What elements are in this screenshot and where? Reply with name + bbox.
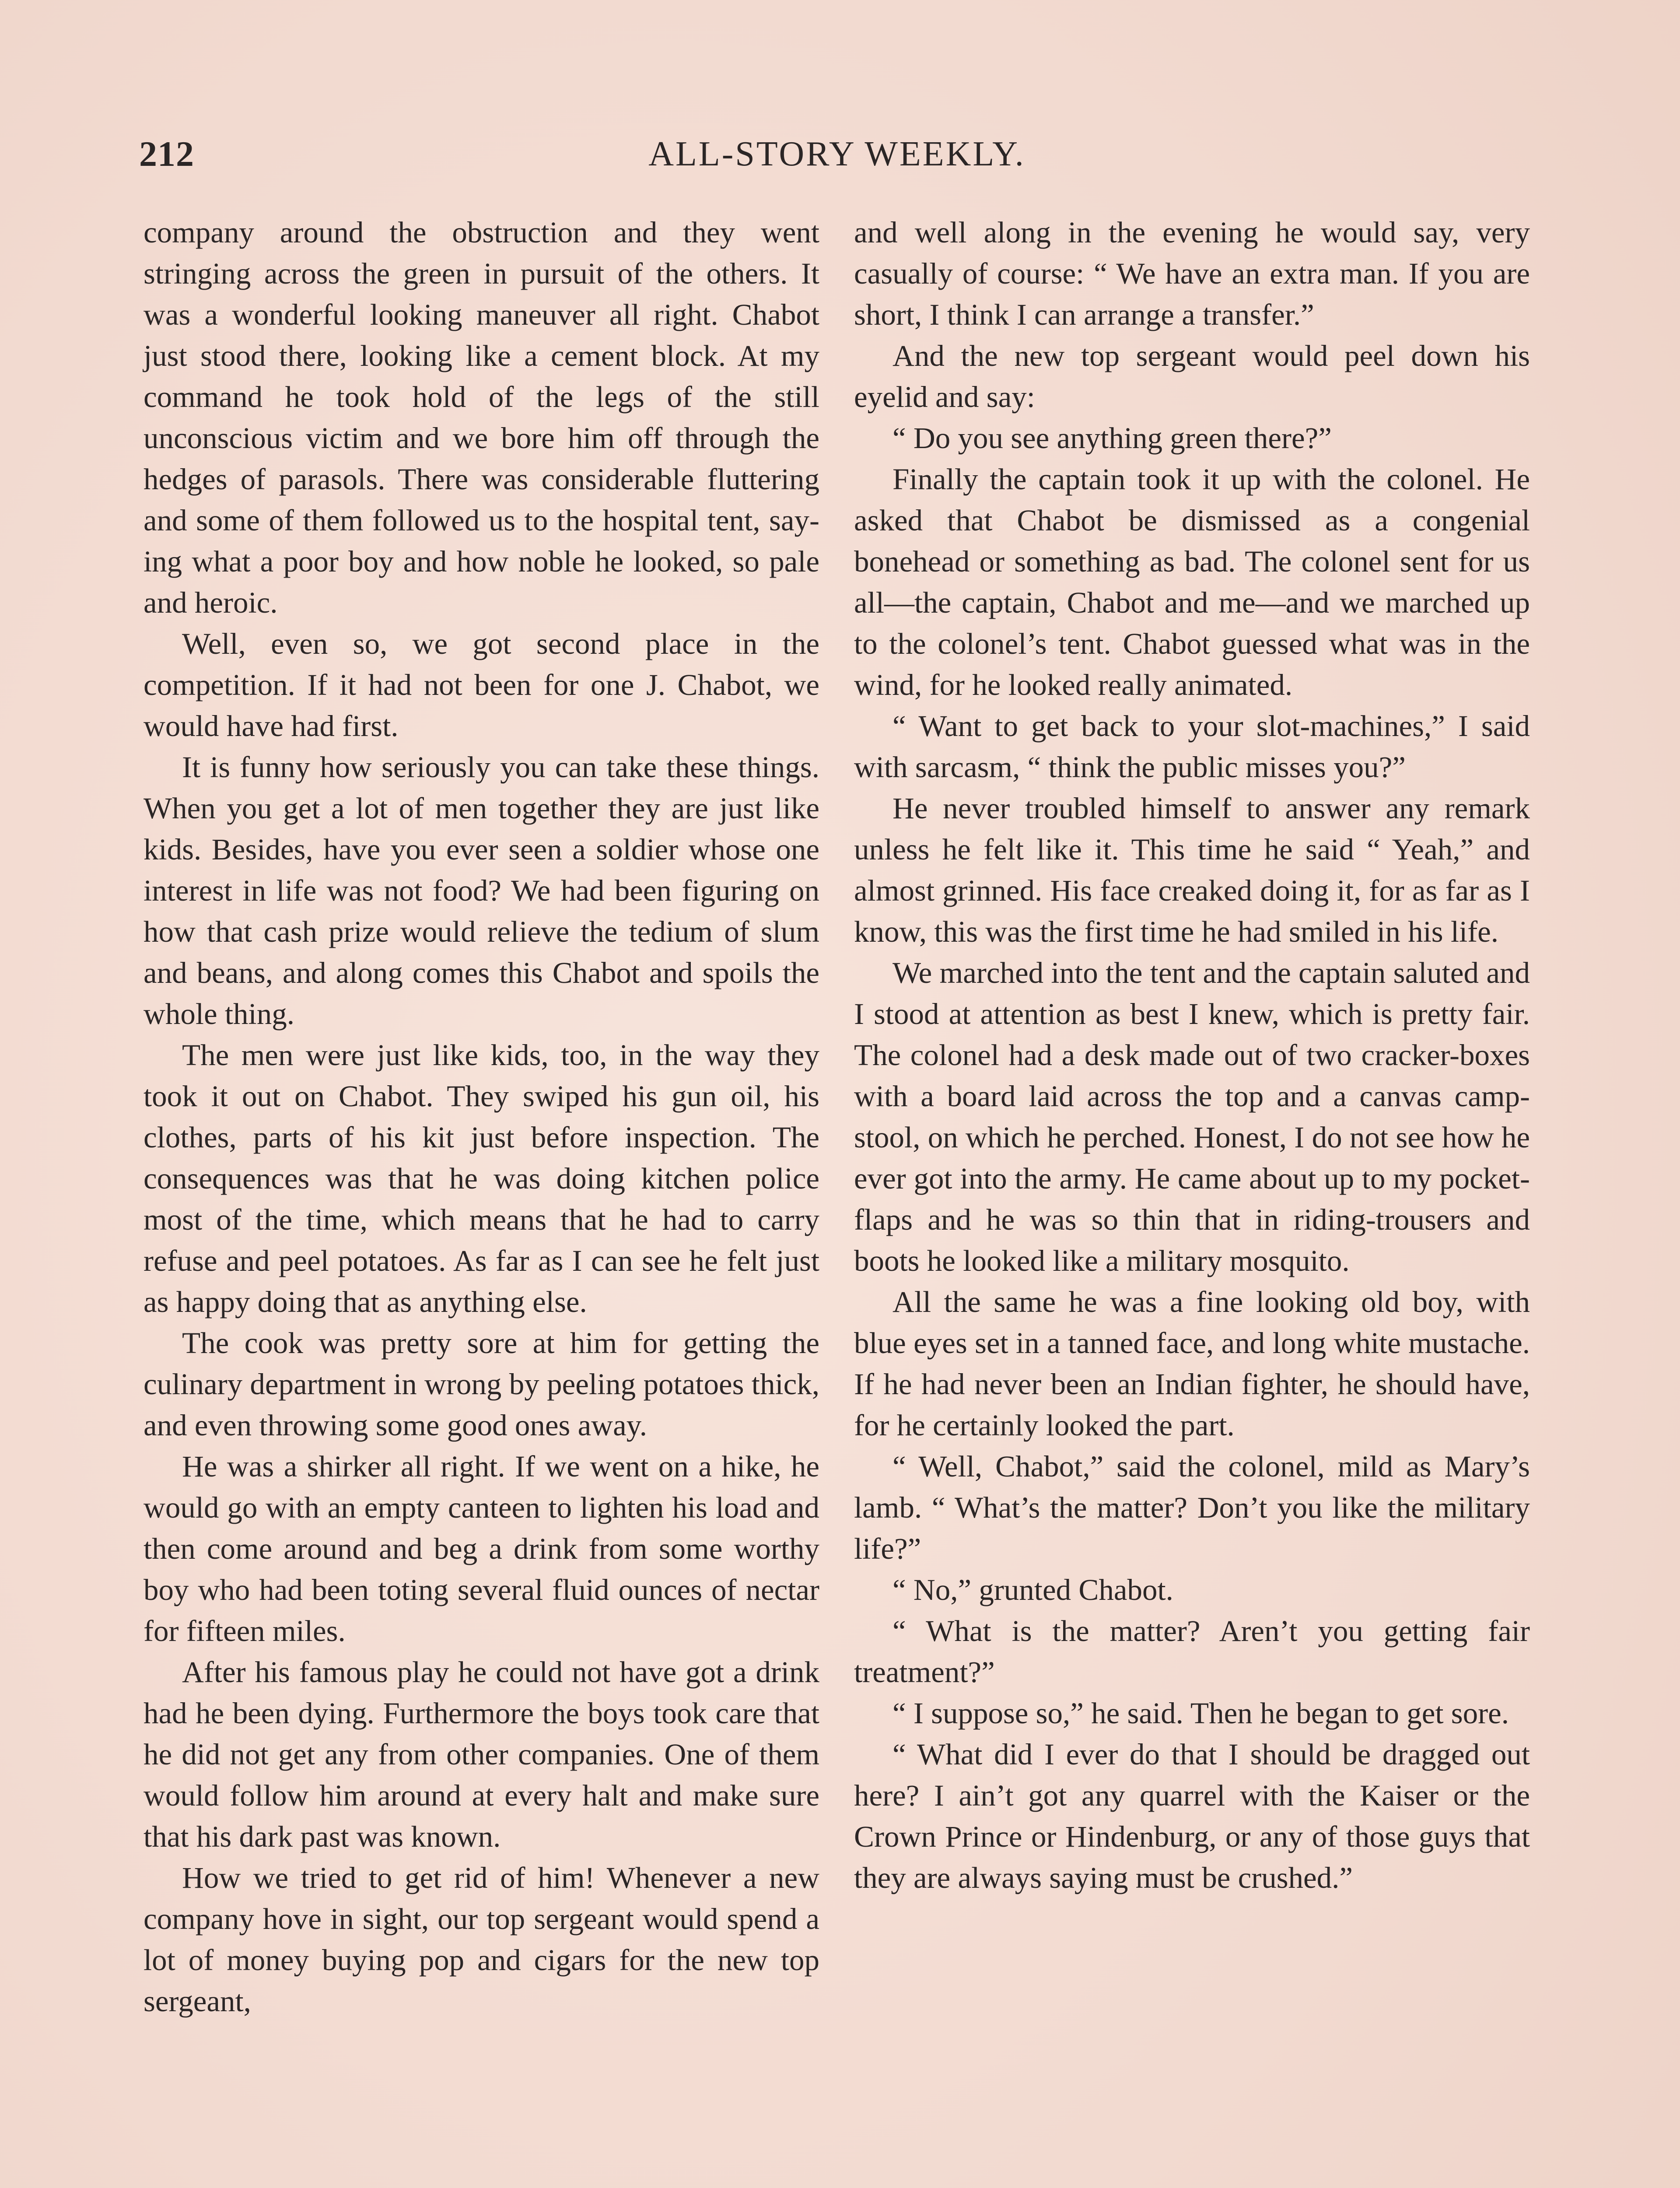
paragraph: “ Do you see anything green there?” (892, 421, 1332, 455)
running-head: ALL-STORY WEEKLY. (648, 135, 1026, 173)
paragraph: company around the obstruction and they went stringing across the green in pursuit of the others. It was a wonderful looking maneuver all right. Chabot just stood there, looking like a cement block. At my command he took hold of the legs of the still unconscious victim and we bore him off through the hedges of parasols. There was considerable fluttering and some of them followed us to the hospital tent, saying what a poor boy and how noble he looked, so pale and heroic. (144, 216, 819, 619)
page-number: 212 (139, 134, 194, 174)
paragraph: The cook was pretty sore at him for getting the culinary department in wrong by peeling potatoes thick, and even throwing some good ones away. (144, 1326, 819, 1442)
paragraph: The men were just like kids, too, in the way they took it out on Chabot. They swiped his gun oil, his clothes, parts of his kit just before inspection. The consequences was that he was doing kitchen police most of the time, which means that he had to carry refuse and peel potatoes. As far as I can see he felt just as happy doing that as anything else. (144, 1038, 819, 1318)
paragraph: It is funny how seriously you can take these things. When you get a lot of men together they are just like kids. Besides, have you ever seen a soldier whose one interest in life was not food? We had been figuring on how that cash prize would relieve the tedium of slum and beans, and along comes this Chabot and spoils the whole thing. (144, 750, 819, 1031)
paragraph: “ What is the matter? Aren’t you getting fair treatment?” (854, 1614, 1530, 1689)
paragraph: He never troubled himself to answer any remark unless he felt like it. This time he said “ Yeah,” and almost grinned. His face creaked doing it, for as far as I know, this was the first time he had smiled in his life. (854, 792, 1530, 948)
paragraph: “ What did I ever do that I should be dragged out here? I ain’t got any quarrel with the Kaiser or the Crown Prince or Hindenburg, or any of those guys that they are always saying must be crushed.” (854, 1738, 1530, 1894)
paragraph: All the same he was a fine looking old boy, with blue eyes set in a tanned face, and long white mustache. If he had never been an Indian fighter, he should have, for he certainly looked the part. (854, 1285, 1530, 1442)
right-column (854, 212, 1530, 1898)
paragraph: “ Well, Chabot,” said the colonel, mild as Mary’s lamb. “ What’s the matter? Don’t you like the military life?” (854, 1450, 1530, 1565)
paragraph: “ No,” grunted Chabot. (892, 1573, 1173, 1606)
paragraph: “ I suppose so,” he said. Then he began to get sore. (892, 1697, 1509, 1730)
left-column (144, 212, 819, 2022)
paragraph: We marched into the tent and the captain saluted and I stood at attention as best I knew, which is pretty fair. The colonel had a desk made out of two cracker-boxes with a board laid across the top and a canvas camp-stool, on which he perched. Honest, I do not see how he ever got into the army. He came about up to my pocket-flaps and he was so thin that in riding-trousers and boots he looked like a military mosquito. (854, 956, 1530, 1277)
paragraph: “ Want to get back to your slot-machines,” I said with sarcasm, “ think the public misses you?” (854, 709, 1530, 784)
paragraph: After his famous play he could not have got a drink had he been dying. Furthermore the boys took care that he did not get any from other companies. One of them would follow him around at every halt and make sure that his dark past was known. (144, 1655, 819, 1853)
paragraph: He was a shirker all right. If we went on a hike, he would go with an empty canteen to lighten his load and then come around and beg a drink from some worthy boy who had been toting several fluid ounces of nectar for fifteen miles. (144, 1450, 819, 1648)
paragraph: and well along in the evening he would say, very casually of course: “ We have an extra man. If you are short, I think I can arrange a transfer.” (854, 216, 1530, 331)
paragraph: How we tried to get rid of him! Whenever a new company hove in sight, our top sergeant would spend a lot of money buying pop and cigars for the new top sergeant, (144, 1861, 819, 2018)
page-header (139, 128, 1535, 180)
paragraph: Well, even so, we got second place in the competition. If it had not been for one J. Chabot, we would have had first. (144, 627, 819, 743)
paragraph: Finally the captain took it up with the colonel. He asked that Chabot be dismissed as a congenial bonehead or something as bad. The colonel sent for us all—the captain, Chabot and me—and we marched up to the colonel’s tent. Chabot guessed what was in the wind, for he looked really animated. (854, 463, 1530, 701)
paragraph: And the new top sergeant would peel down his eyelid and say: (854, 339, 1530, 414)
